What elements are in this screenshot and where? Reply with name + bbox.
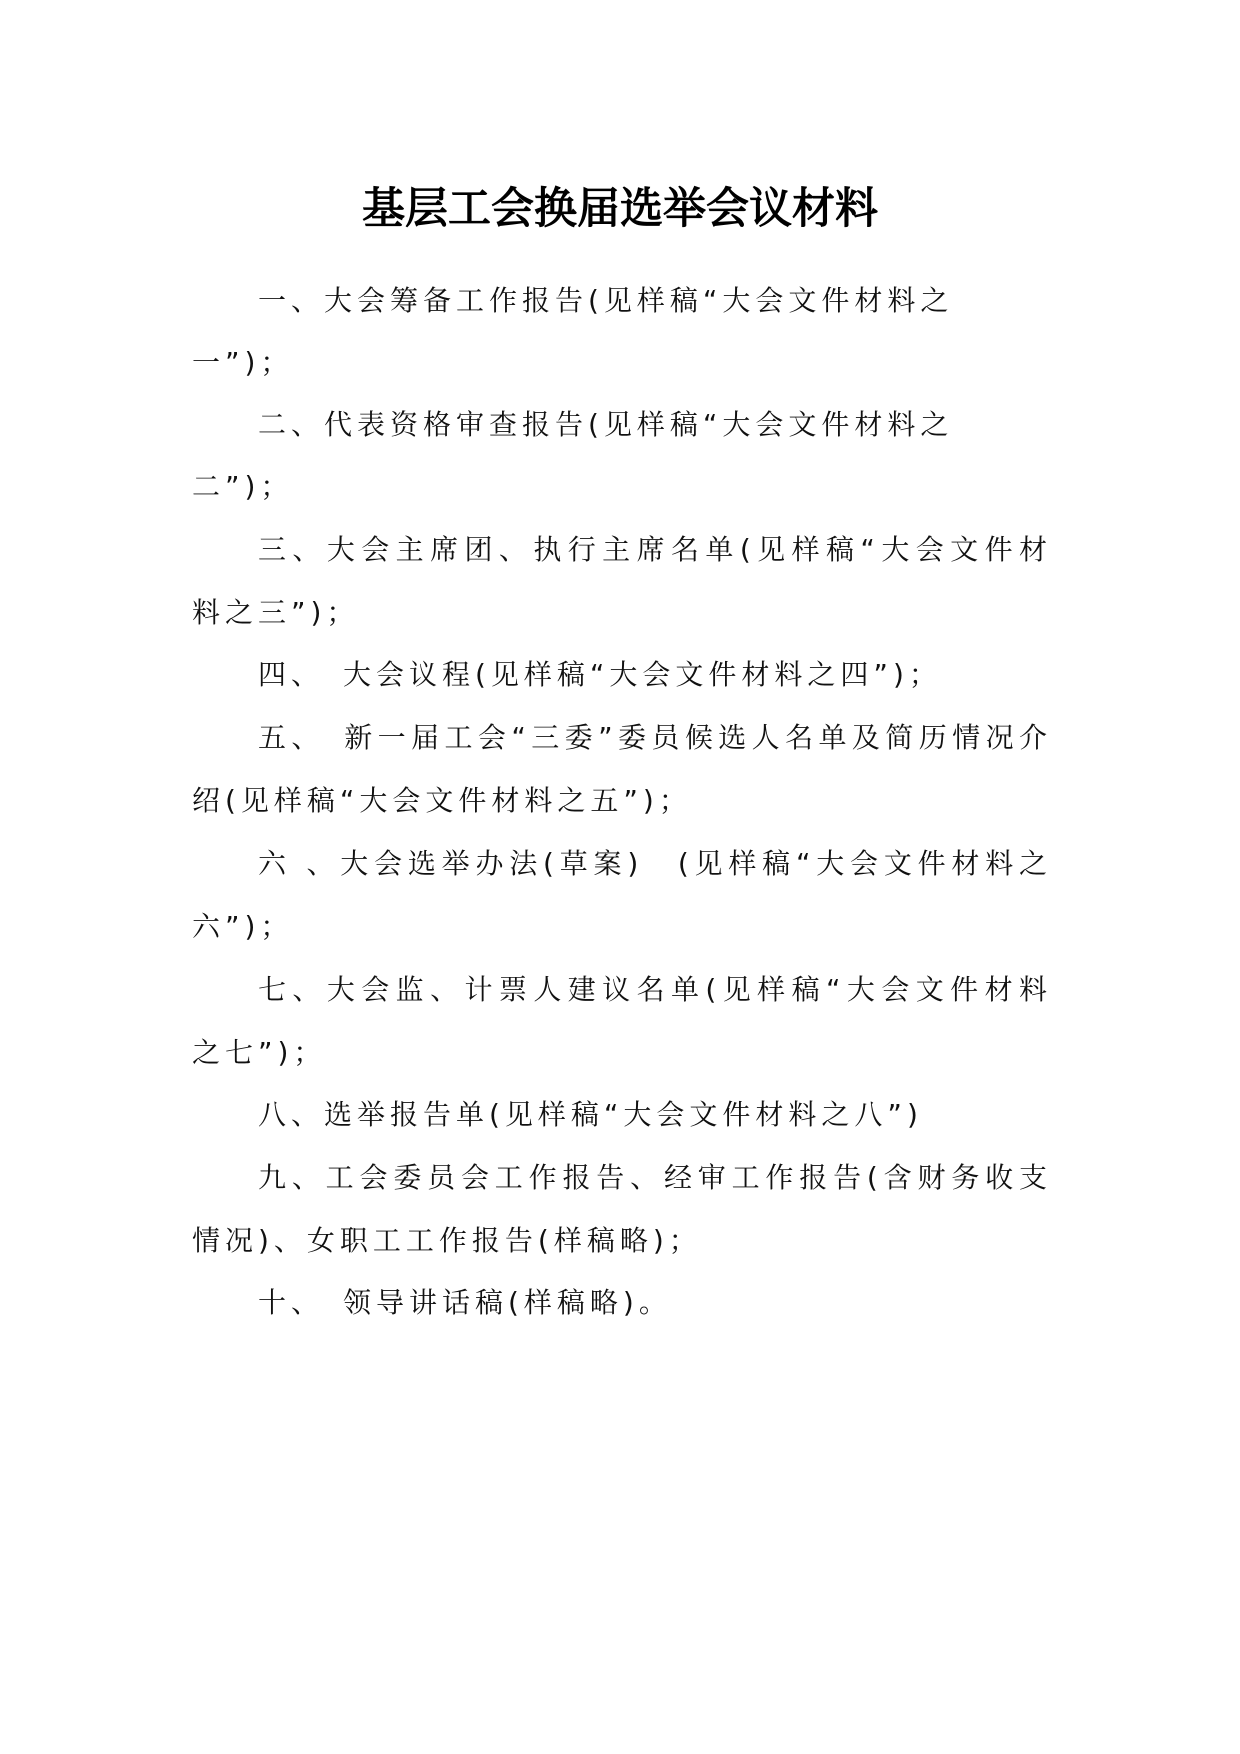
list-item-2: 二、代表资格审查报告(见样稿“大会文件材料之二”)； <box>192 408 954 503</box>
list-item-4: 四、 大会议程(见样稿“大会文件材料之四”)； <box>258 658 942 691</box>
list-item-3: 三、大会主席团、执行主席名单(见样稿“大会文件材料之三”)； <box>192 533 1052 629</box>
materials-list <box>192 270 1052 1334</box>
list-item-6: 六 、大会选举办法(草案) (见样稿“大会文件材料之六”)； <box>192 847 1052 943</box>
list-item-5: 五、 新一届工会“三委”委员候选人名单及简历情况介绍(见样稿“大会文件材料之五”)； <box>192 721 1052 817</box>
list-item-9: 九、工会委员会工作报告、经审工作报告(含财务收支情况)、女职工工作报告(样稿略)； <box>192 1161 1052 1257</box>
list-item-1: 一、大会筹备工作报告(见样稿“大会文件材料之一”)； <box>192 284 954 379</box>
list-item-10: 十、 领导讲话稿(样稿略)。 <box>258 1286 672 1319</box>
document-title: 基层工会换届选举会议材料 <box>362 183 878 234</box>
list-item-7: 七、大会监、计票人建议名单(见样稿“大会文件材料之七”)； <box>192 973 1052 1069</box>
list-item-8: 八、选举报告单(见样稿“大会文件材料之八”) <box>258 1098 923 1131</box>
